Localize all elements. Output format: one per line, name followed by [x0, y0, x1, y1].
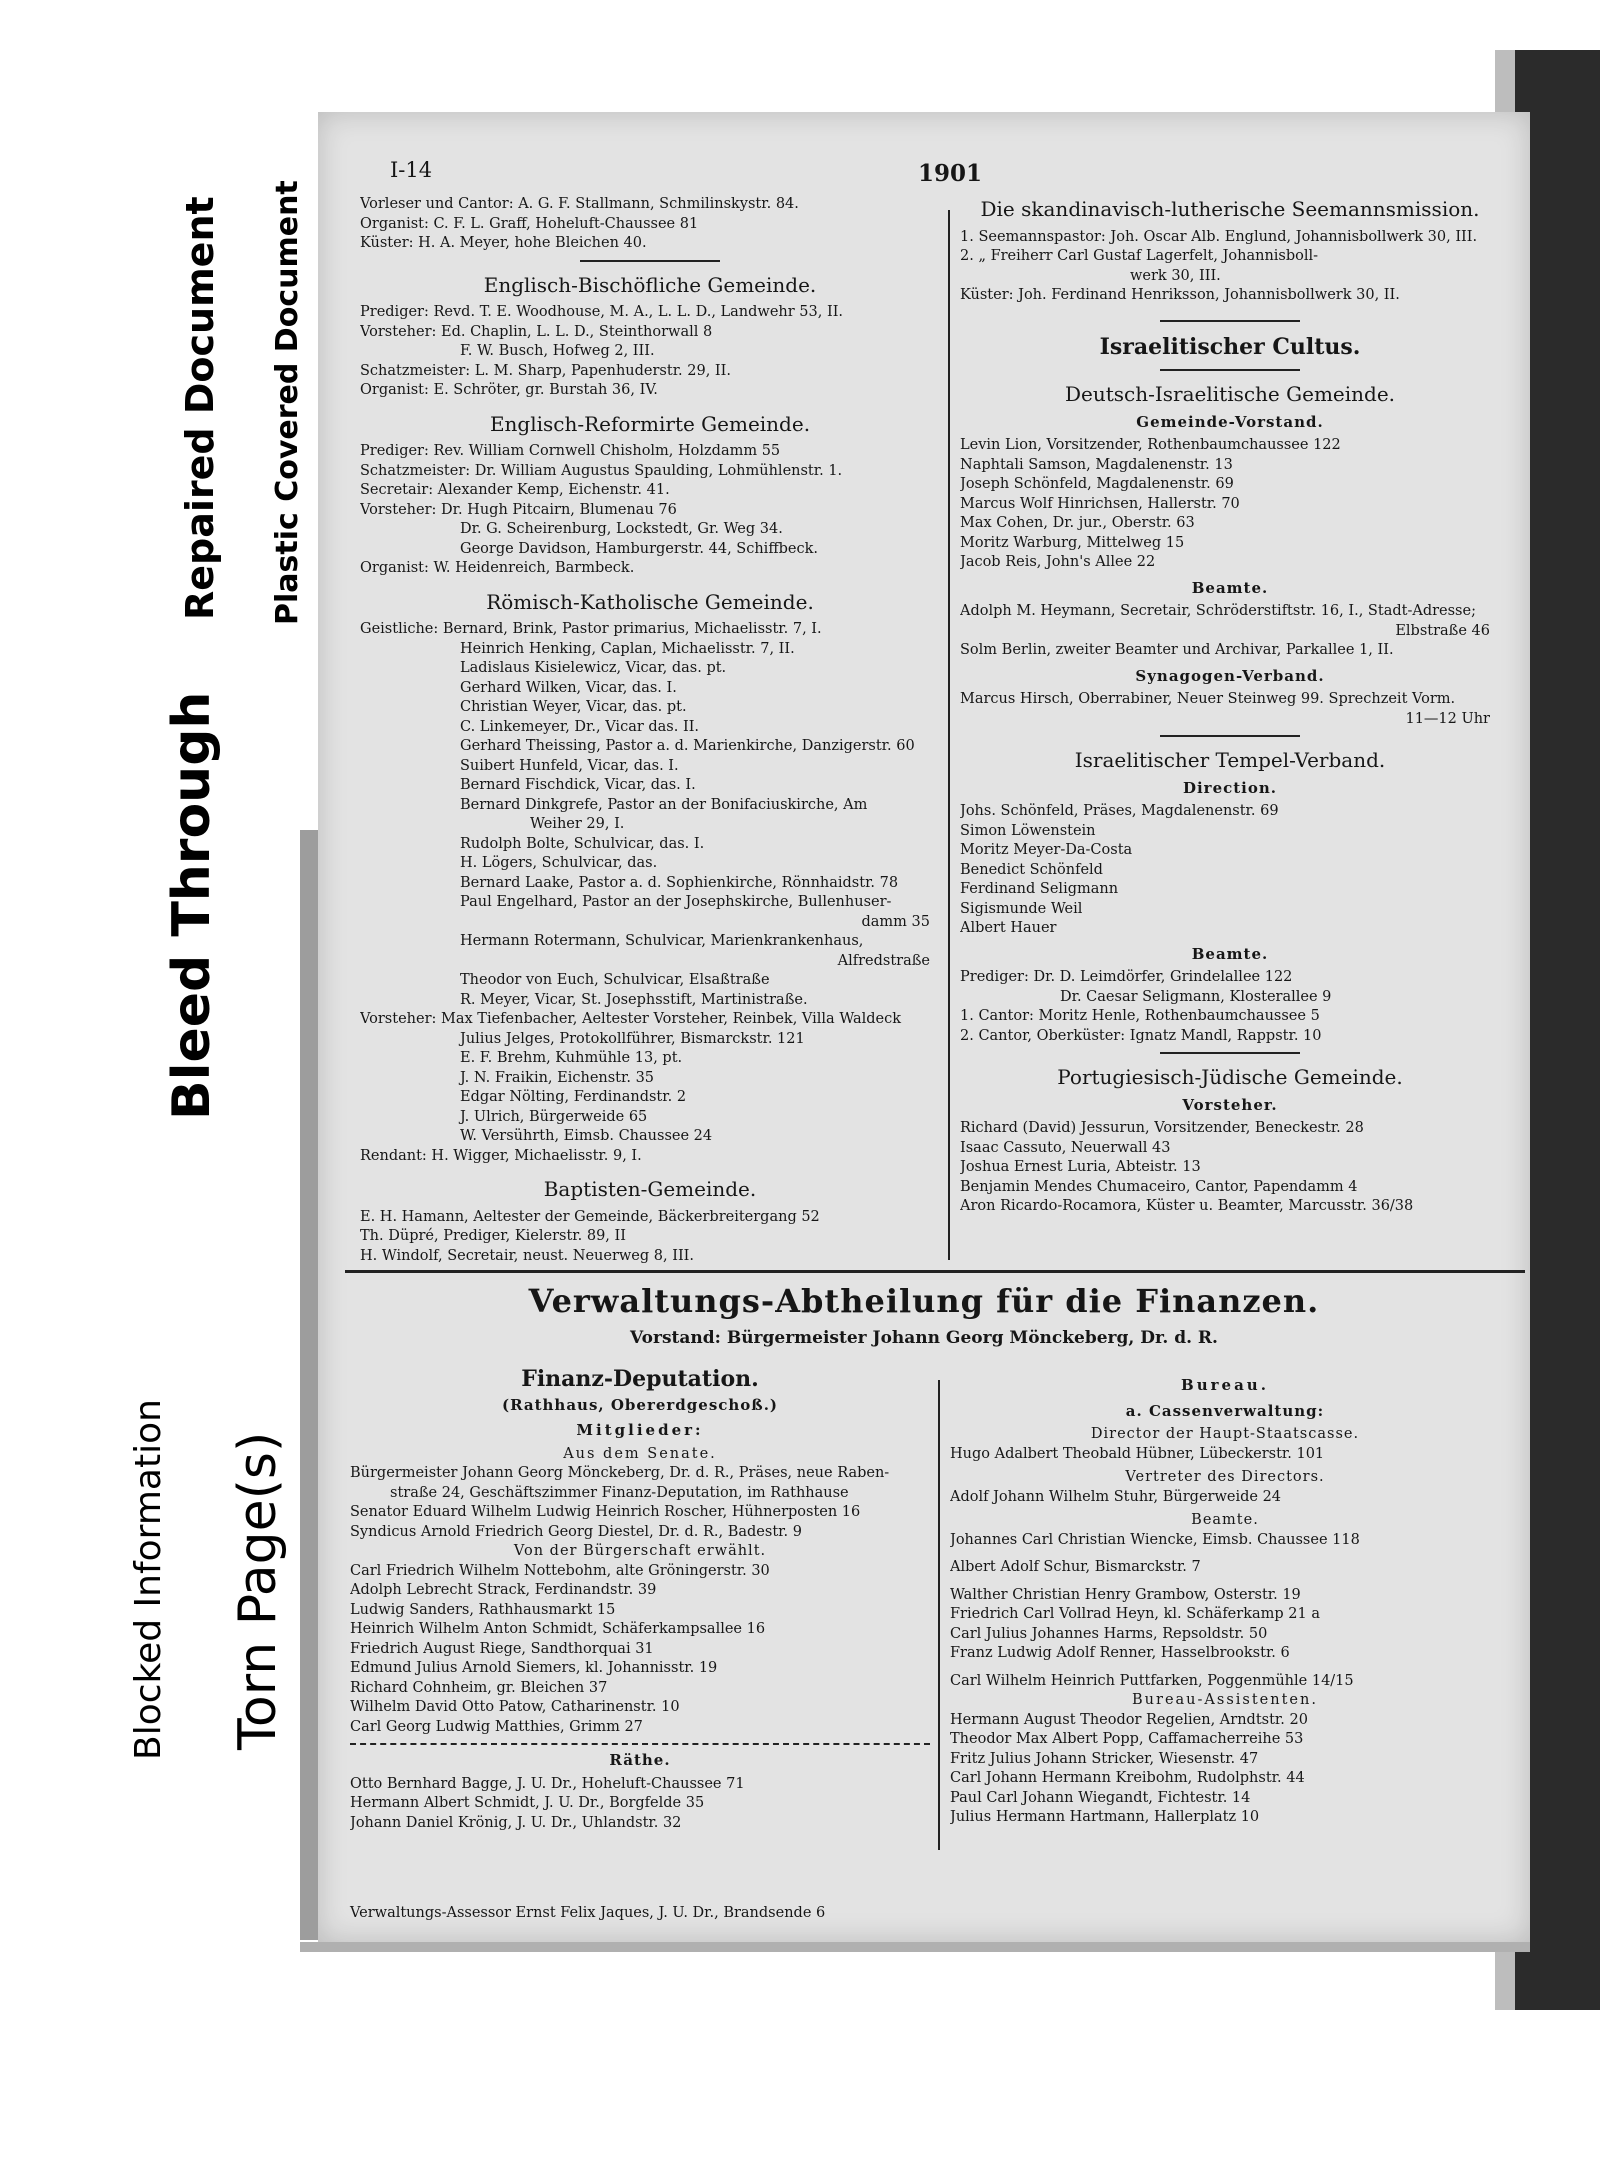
entry-line: Aron Ricardo-Rocamora, Küster u. Beamter, Marcusstr. 36/38 — [960, 1198, 1414, 1214]
entry-line: Joshua Ernest Luria, Abteistr. 13 — [960, 1159, 1201, 1175]
entry-line: Franz Ludwig Adolf Renner, Hasselbrookstr. 6 — [950, 1645, 1290, 1661]
section-divider — [1160, 320, 1300, 322]
entry-line: Vorleser und Cantor: A. G. F. Stallmann, Schmilinskystr. 84. — [360, 196, 799, 212]
entry-line: Adolph Lebrecht Strack, Ferdinandstr. 39 — [350, 1582, 657, 1598]
subsection-cassenverwaltung: a. Cassenverwaltung: — [1125, 1401, 1325, 1420]
entry-line: werk 30, III. — [1130, 267, 1221, 284]
column-divider-top — [948, 210, 950, 1260]
column-divider-bottom — [938, 1380, 940, 1850]
entry-line: Joseph Schönfeld, Magdalenenstr. 69 — [960, 476, 1234, 492]
entry-line: Weiher 29, I. — [530, 816, 625, 832]
entry-line: Edmund Julius Arnold Siemers, kl. Johannisstr. 19 — [350, 1660, 718, 1676]
entry-line: Paul Engelhard, Pastor an der Josephskirche, Bullenhuser- — [460, 894, 892, 910]
entry-line: Carl Johann Hermann Kreibohm, Rudolphstr. 44 — [950, 1770, 1305, 1786]
section-title-portugiesisch: Portugiesisch-Jüdische Gemeinde. — [1057, 1065, 1403, 1089]
entry-line: Dr. G. Scheirenburg, Lockstedt, Gr. Weg 34. — [460, 521, 783, 537]
entry-line: Marcus Wolf Hinrichsen, Hallerstr. 70 — [960, 495, 1240, 512]
entry-line: Ferdinand Seligmann — [960, 881, 1119, 897]
entry-line: E. H. Hamann, Aeltester der Gemeinde, Bäckerbreitergang 52 — [360, 1208, 820, 1225]
entry-line: Fritz Julius Johann Stricker, Wiesenstr. 47 — [950, 1750, 1259, 1767]
tag-plastic — [262, 120, 312, 640]
entry-line: Prediger: Revd. T. E. Woodhouse, M. A., L. L. D., Landwehr 53, II. — [360, 304, 844, 320]
section-title-baptisten: Baptisten-Gemeinde. — [543, 1177, 757, 1201]
section-title-englisch-reformirte: Englisch-Reformirte Gemeinde. — [489, 411, 811, 436]
entry-line: Theodor von Euch, Schulvicar, Elsaßtraße — [460, 972, 770, 988]
right-column-bottom — [950, 1370, 1500, 1828]
section-rule — [345, 1270, 1525, 1273]
section-divider — [1160, 369, 1300, 371]
entry-line: Johann Daniel Krönig, J. U. Dr., Uhlandstr. 32 — [350, 1814, 682, 1831]
subsection-synagogen-verband: Synagogen-Verband. — [1135, 666, 1325, 685]
entry-line: Alfredstraße — [837, 952, 930, 969]
section-divider — [1160, 1052, 1300, 1054]
entry-line: Adolph M. Heymann, Secretair, Schröderstiftstr. 16, I., Stadt-Adresse; — [960, 603, 1476, 619]
subsection-vertreter: Vertreter des Directors. — [1125, 1469, 1325, 1485]
subsection-raethe: Räthe. — [609, 1751, 671, 1769]
subsection-beamte: Beamte. — [1191, 1512, 1259, 1528]
entry-line: Wilhelm David Otto Patow, Catharinenstr. 10 — [350, 1699, 680, 1715]
entry-line: Edgar Nölting, Ferdinandstr. 2 — [460, 1089, 687, 1105]
entry-line: Friedrich August Riege, Sandthorquai 31 — [350, 1640, 654, 1657]
entry-line: 1. Seemannspastor: Joh. Oscar Alb. Englund, Johannisbollwerk 30, III. — [960, 228, 1478, 245]
entry-line: Suibert Hunfeld, Vicar, das. I. — [460, 757, 679, 774]
section-title-bureau: Bureau. — [1181, 1376, 1269, 1394]
entry-line: Albert Adolf Schur, Bismarckstr. 7 — [950, 1559, 1201, 1575]
tag-repaired-label: Repaired Document — [178, 196, 222, 620]
section-title-israelitischer-cultus: Israelitischer Cultus. — [1099, 333, 1361, 360]
verwaltung-vorstand: Vorstand: Bürgermeister Johann Georg Mönckeberg, Dr. d. R. — [630, 1328, 1218, 1348]
entry-line: Theodor Max Albert Popp, Caffamacherreihe 53 — [950, 1731, 1304, 1747]
page-year: 1901 — [918, 160, 983, 187]
entry-line: Julius Jelges, Protokollführer, Bismarckstr. 121 — [460, 1030, 805, 1047]
entry-line: Bernard Dinkgrefe, Pastor an der Bonifaciuskirche, Am — [460, 796, 868, 813]
entry-line: Gerhard Wilken, Vicar, das. I. — [460, 679, 677, 696]
entry-line: Moritz Meyer-Da-Costa — [960, 842, 1133, 858]
tag-blocked — [120, 1260, 220, 1790]
entry-line: George Davidson, Hamburgerstr. 44, Schiffbeck. — [460, 540, 818, 557]
entry-line: H. Windolf, Secretair, neust. Neuerweg 8, III. — [360, 1247, 695, 1264]
entry-line: Solm Berlin, zweiter Beamter und Archivar, Parkallee 1, II. — [960, 642, 1394, 658]
page-bottom-edge — [300, 1942, 1530, 1952]
section-title-roemisch-katholische: Römisch-Katholische Gemeinde. — [486, 589, 814, 614]
entry-line: Hermann Rotermann, Schulvicar, Marienkrankenhaus, — [460, 933, 864, 949]
entry-line: Heinrich Henking, Caplan, Michaelisstr. 7, II. — [460, 640, 795, 657]
tag-bleed-label: Bleed Through — [162, 691, 222, 1120]
left-column-top — [360, 195, 940, 1266]
subsection-mitglieder: Mitglieder: — [576, 1421, 704, 1439]
entry-line: Vorsteher: Dr. Hugh Pitcairn, Blumenau 76 — [360, 501, 677, 518]
subsection-beamte: Beamte. — [1191, 578, 1269, 597]
entry-line: Küster: H. A. Meyer, hohe Bleichen 40. — [360, 235, 647, 251]
entry-line: Benedict Schönfeld — [960, 861, 1103, 878]
entry-line: Marcus Hirsch, Oberrabiner, Neuer Steinweg 99. Sprechzeit Vorm. — [960, 691, 1456, 707]
page-torn-edge — [300, 830, 318, 1940]
entry-line: E. F. Brehm, Kuhmühle 13, pt. — [460, 1050, 683, 1066]
right-column-top — [960, 197, 1500, 1217]
entry-line: Th. Düpré, Prediger, Kielerstr. 89, II — [360, 1228, 626, 1244]
entry-line: Organist: E. Schröter, gr. Burstah 36, IV. — [360, 382, 658, 398]
entry-line: Walther Christian Henry Grambow, Osterstr. 19 — [950, 1586, 1301, 1603]
subsection-vorsteher: Vorsteher. — [1182, 1095, 1278, 1114]
verwaltung-title: Verwaltungs-Abtheilung für die Finanzen. — [528, 1282, 1320, 1320]
tag-repaired — [170, 120, 225, 640]
subsection-direction: Direction. — [1182, 778, 1278, 797]
subsection-assistenten: Bureau-Assistenten. — [1132, 1692, 1318, 1708]
entry-line: Johs. Schönfeld, Präses, Magdalenenstr. 69 — [960, 803, 1279, 819]
entry-line: Richard Cohnheim, gr. Bleichen 37 — [350, 1679, 608, 1696]
entry-line: Julius Hermann Hartmann, Hallerplatz 10 — [950, 1809, 1260, 1825]
entry-line: Adolf Johann Wilhelm Stuhr, Bürgerweide 24 — [950, 1488, 1282, 1505]
section-title-englisch-bischoefliche: Englisch-Bischöfliche Gemeinde. — [483, 272, 817, 297]
entry-line: F. W. Busch, Hofweg 2, III. — [460, 343, 655, 359]
entry-line: Ladislaus Kisielewicz, Vicar, das. pt. — [460, 660, 727, 676]
entry-line: Richard (David) Jessurun, Vorsitzender, Beneckestr. 28 — [960, 1120, 1364, 1136]
entry-line: C. Linkemeyer, Dr., Vicar das. II. — [460, 718, 700, 735]
page-number: I-14 — [390, 158, 433, 182]
entry-line: Carl Julius Johannes Harms, Repsoldstr. 50 — [950, 1625, 1268, 1642]
entry-line: Secretair: Alexander Kemp, Eichenstr. 41. — [360, 482, 670, 498]
entry-line: damm 35 — [861, 913, 930, 930]
tag-torn — [220, 1300, 300, 1770]
tag-blocked-label: Blocked Information — [128, 1399, 169, 1760]
subsection-gemeinde-vorstand: Gemeinde-Vorstand. — [1136, 412, 1324, 431]
section-title-deutsch-israelitische: Deutsch-Israelitische Gemeinde. — [1064, 382, 1396, 406]
entry-line: Naphtali Samson, Magdalenenstr. 13 — [960, 456, 1233, 473]
entry-line: R. Meyer, Vicar, St. Josephsstift, Martinistraße. — [460, 991, 808, 1008]
entry-line: Carl Wilhelm Heinrich Puttfarken, Poggenmühle 14/15 — [950, 1672, 1354, 1689]
subsection-senat: Aus dem Senate. — [563, 1445, 717, 1462]
section-divider — [1160, 735, 1300, 737]
verwaltungs-assessor: Verwaltungs-Assessor Ernst Felix Jaques, J. U. Dr., Brandsende 6 — [350, 1905, 826, 1921]
entry-line: Schatzmeister: Dr. William Augustus Spaulding, Lohmühlenstr. 1. — [360, 462, 843, 479]
entry-line: Heinrich Wilhelm Anton Schmidt, Schäferkampsallee 16 — [350, 1621, 766, 1637]
dashed-divider — [350, 1743, 930, 1745]
section-title-tempel-verband: Israelitischer Tempel-Verband. — [1074, 748, 1386, 772]
entry-line: Rudolph Bolte, Schulvicar, das. I. — [460, 835, 705, 852]
entry-line: Gerhard Theissing, Pastor a. d. Marienkirche, Danzigerstr. 60 — [460, 738, 915, 754]
entry-line: Paul Carl Johann Wiegandt, Fichtestr. 14 — [950, 1789, 1251, 1806]
section-title-skandinavisch: Die skandinavisch-lutherische Seemannsmission. — [980, 197, 1480, 221]
entry-line: Bernard Laake, Pastor a. d. Sophienkirche, Rönnhaidstr. 78 — [460, 874, 899, 891]
entry-line: 1. Cantor: Moritz Henle, Rothenbaumchaussee 5 — [960, 1008, 1320, 1024]
entry-line: Christian Weyer, Vicar, das. pt. — [460, 699, 687, 715]
entry-line: Syndicus Arnold Friedrich Georg Diestel, Dr. d. R., Badestr. 9 — [350, 1523, 802, 1540]
entry-line: Elbstraße 46 — [1395, 622, 1490, 639]
entry-line: Organist: C. F. L. Graff, Hoheluft-Chaussee 81 — [360, 215, 699, 232]
entry-line: Bernard Fischdick, Vicar, das. I. — [460, 777, 696, 793]
entry-line: Vorsteher: Ed. Chaplin, L. L. D., Steinthorwall 8 — [360, 323, 713, 340]
tag-bleed — [150, 640, 230, 1140]
entry-line: Ludwig Sanders, Rathhausmarkt 15 — [350, 1601, 616, 1618]
entry-line: J. N. Fraikin, Eichenstr. 35 — [460, 1069, 655, 1086]
entry-line: Isaac Cassuto, Neuerwall 43 — [960, 1139, 1171, 1156]
subsection-buergerschaft: Von der Bürgerschaft erwählt. — [513, 1543, 767, 1559]
entry-line: Senator Eduard Wilhelm Ludwig Heinrich Roscher, Hühnerposten 16 — [350, 1504, 861, 1520]
entry-line: Johannes Carl Christian Wiencke, Eimsb. Chaussee 118 — [950, 1531, 1360, 1548]
entry-line: Vorsteher: Max Tiefenbacher, Aeltester Vorsteher, Reinbek, Villa Waldeck — [360, 1011, 902, 1027]
subsection-director: Director der Haupt-Staatscasse. — [1090, 1426, 1360, 1442]
section-divider — [580, 260, 720, 262]
entry-line: Bürgermeister Johann Georg Mönckeberg, Dr. d. R., Präses, neue Raben- — [350, 1465, 890, 1481]
entry-line: Moritz Warburg, Mittelweg 15 — [960, 534, 1185, 551]
entry-line: Hermann Albert Schmidt, J. U. Dr., Borgfelde 35 — [350, 1795, 705, 1811]
left-column-bottom — [350, 1360, 930, 1833]
entry-line: Benjamin Mendes Chumaceiro, Cantor, Papendamm 4 — [960, 1178, 1358, 1195]
entry-line: J. Ulrich, Bürgerweide 65 — [460, 1108, 648, 1125]
entry-line: Organist: W. Heidenreich, Barmbeck. — [360, 560, 635, 576]
entry-line: 2. Cantor, Oberküster: Ignatz Mandl, Rappstr. 10 — [960, 1027, 1322, 1044]
section-title-finanz-deputation: Finanz-Deputation. — [521, 1366, 759, 1392]
entry-line: Levin Lion, Vorsitzender, Rothenbaumchaussee 122 — [960, 437, 1341, 453]
entry-line: Schatzmeister: L. M. Sharp, Papenhuderstr. 29, II. — [360, 362, 731, 379]
entry-line: Carl Georg Ludwig Matthies, Grimm 27 — [350, 1718, 643, 1735]
entry-line: Carl Friedrich Wilhelm Nottebohm, alte Gröningerstr. 30 — [350, 1562, 770, 1579]
entry-line: Küster: Joh. Ferdinand Henriksson, Johannisbollwerk 30, II. — [960, 287, 1400, 303]
entry-line: Geistliche: Bernard, Brink, Pastor primarius, Michaelisstr. 7, I. — [360, 621, 822, 637]
entry-line: Friedrich Carl Vollrad Heyn, kl. Schäferkamp 21 a — [950, 1606, 1320, 1622]
tag-torn-label: Torn Page(s) — [228, 1431, 288, 1750]
entry-line: H. Lögers, Schulvicar, das. — [460, 855, 658, 871]
entry-line: Max Cohen, Dr. jur., Oberstr. 63 — [960, 515, 1195, 531]
entry-line: Otto Bernhard Bagge, J. U. Dr., Hoheluft-Chaussee 71 — [350, 1775, 745, 1792]
entry-line: Jacob Reis, John's Allee 22 — [960, 554, 1156, 570]
entry-line: Dr. Caesar Seligmann, Klosterallee 9 — [1060, 988, 1332, 1005]
entry-line: Sigismunde Weil — [960, 900, 1083, 917]
entry-line: Simon Löwenstein — [960, 822, 1096, 839]
entry-line: 11—12 Uhr — [1405, 710, 1490, 727]
tag-plastic-label: Plastic Covered Document — [270, 180, 305, 625]
entry-line: Albert Hauer — [960, 920, 1057, 936]
entry-line: 2. „ Freiherr Carl Gustaf Lagerfelt, Johannisboll- — [960, 248, 1319, 264]
entry-line: W. Versührth, Eimsb. Chaussee 24 — [460, 1128, 713, 1144]
entry-line: Prediger: Rev. William Cornwell Chisholm, Holzdamm 55 — [360, 443, 781, 459]
subsection-beamte: Beamte. — [1191, 944, 1269, 963]
entry-line: Rendant: H. Wigger, Michaelisstr. 9, I. — [360, 1147, 642, 1164]
entry-line: Hermann August Theodor Regelien, Arndtstr. 20 — [950, 1711, 1308, 1728]
finanz-deputation-location: (Rathhaus, Obererdgeschoß.) — [501, 1395, 779, 1414]
entry-line: Hugo Adalbert Theobald Hübner, Lübeckerstr. 101 — [950, 1445, 1325, 1462]
entry-line: Prediger: Dr. D. Leimdörfer, Grindelallee 122 — [960, 969, 1293, 985]
entry-line: straße 24, Geschäftszimmer Finanz-Deputation, im Rathhause — [390, 1484, 849, 1501]
